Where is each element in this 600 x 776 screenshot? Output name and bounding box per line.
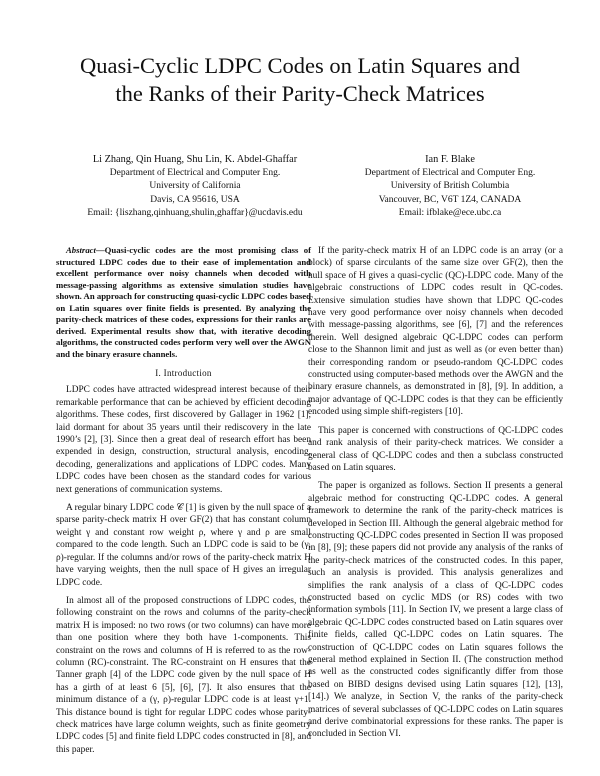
author-names-left: Li Zhang, Qin Huang, Shu Lin, K. Abdel-Ghaffar — [92, 154, 298, 165]
affiliation-left — [60, 153, 330, 221]
department-left: Department of Electrical and Computer Eng. — [109, 167, 281, 178]
intro-paragraph-1: LDPC codes have attracted widespread interest because of their remarkable performance that can be achieved by efficient decoding algorithms. These codes, first discovered by Gallager in 1962 [1], laid dormant for about 35 years until their rediscovery in the late 1990’s [2], [3]. Since then a great deal of research effort has been expended in design, construction, structural analysis, encoding, decoding, generalizations and applications of LDPC codes. Many LDPC codes have been chosen as the standard codes for various next generations of communication systems. — [56, 385, 311, 495]
left-column — [56, 245, 311, 762]
title-line-2: the Ranks of their Parity-Check Matrices — [115, 81, 485, 106]
intro-paragraph-3: In almost all of the proposed constructions of LDPC codes, the following constraint on the rows and columns of the parity-check matrix H is imposed: no two rows (or two columns) can have more than one position where they both have 1-components. This constraint on the rows and columns of H is referred to as the row-column (RC)-constraint. The RC-constraint on H ensures that the Tanner graph [4] of the LDPC code given by the null space of H has a girth of at least 6 [5], [6], [7]. It also ensures that the minimum distance of a (γ, ρ)-regular LDPC code is at least γ+1. This distance bound is tight for regular LDPC codes whose parity-check matrices have large column weights, such as finite geometry LDPC codes [5] and finite field LDPC codes constructed in [8], and this paper. — [56, 595, 311, 755]
intro-paragraph-2: A regular binary LDPC code 𝒞 [1] is given by the null space of a sparse parity-check matrix H over GF(2) that has constant column weight γ and constant row weight ρ, where γ and ρ are small compared to the code length. Such an LDPC code is said to be (γ, ρ)-regular. If the columns and/or rows of the parity-check matrix H have varying weights, then the null space of H gives an irregular LDPC code. — [56, 503, 311, 588]
department-right: Department of Electrical and Computer Eng. — [364, 167, 536, 178]
university-left: University of California — [149, 181, 241, 192]
intro-paragraph-6: The paper is organized as follows. Section II presents a general algebraic method for constructing QC-LDPC codes. A general framework to determine the rank of the parity-check matrices is developed in Section III. Although the general algebraic method for constructing QC-LDPC codes presented in Section II was proposed in [8], [9]; these papers did not provide any analysis of the ranks of the parity-check matrices of the constructed codes. In this paper, such an analysis is provided. This analysis generalizes and simplifies the rank analysis of a class of QC-LDPC codes constructed based on cyclic MDS (or RS) codes with two information symbols [11]. In Section IV, we present a large class of algebraic QC-LDPC codes constructed based on Latin squares over finite fields, called QC-LDPC codes on Latin squares. The construction of QC-LDPC codes on Latin squares follows the general method explained in Section II. (The construction method as well as the constructed codes significantly differ from those based on BIBD designs devised using Latin squares [12], [13], [14].) We analyze, in Section V, the ranks of the parity-check matrices of several subclasses of QC-LDPC codes on Latin squares and derive combinatorial expressions for these ranks. The paper is concluded in Section VI. — [308, 481, 563, 740]
affiliation-right — [330, 153, 570, 221]
email-left: Email: {liszhang,qinhuang,shulin,ghaffar}@ucdavis.edu — [87, 208, 303, 219]
intro-paragraph-5: This paper is concerned with constructions of QC-LDPC codes and rank analysis of their parity-check matrices. We consider a general class of QC-LDPC codes and then a subclass constructed based on Latin squares. — [308, 425, 563, 473]
right-column — [308, 245, 563, 747]
abstract — [56, 245, 311, 360]
author-names-right: Ian F. Blake — [425, 154, 475, 165]
paper-title — [20, 52, 580, 108]
abstract-text: —Quasi-cyclic codes are the most promising class of structured LDPC codes due to their ease of implementation and excellent performance over noisy channels when decoded with message-passing algorithms as extensive simulation studies have shown. An approach for constructing quasi-cyclic LDPC codes based on Latin squares over finite fields is presented. By analyzing the parity-check matrices of these codes, expressions for their ranks are derived. Experimental results show that, with iterative decoding algorithms, the constructed codes perform very well over the AWGN and the binary erasure channels. — [56, 245, 311, 359]
university-right: University of British Columbia — [390, 181, 510, 192]
email-right: Email: ifblake@ece.ubc.ca — [398, 208, 502, 219]
title-line-1: Quasi-Cyclic LDPC Codes on Latin Squares and — [80, 53, 520, 78]
abstract-label: Abstract — [66, 245, 96, 255]
city-left: Davis, CA 95616, USA — [150, 194, 240, 205]
section-heading: I. Introduction — [155, 368, 212, 378]
city-right: Vancouver, BC, V6T 1Z4, CANADA — [378, 194, 522, 205]
intro-paragraph-4: If the parity-check matrix H of an LDPC code is an array (or a block) of sparse circulants of the same size over GF(2), then the null space of H gives a quasi-cyclic (QC)-LDPC code. Many of the algebraic constructions of LDPC codes result in QC-codes. Extensive simulation studies have shown that LDPC QC-codes have very good performance over noisy channels when decoded with message-passing algorithms, see [6], [7] and the references therein. Well designed algebraic QC-LDPC codes can perform close to the Shannon limit and just as well as (or even better than) their corresponding random or pseudo-random QC-LDPC codes constructed using computer-based methods over the AWGN and the binary erasure channels, as demonstrated in [8], [9]. In addition, a major advantage of QC-LDPC codes is that they can be efficiently encoded using simple shift-registers [10]. — [308, 246, 563, 418]
